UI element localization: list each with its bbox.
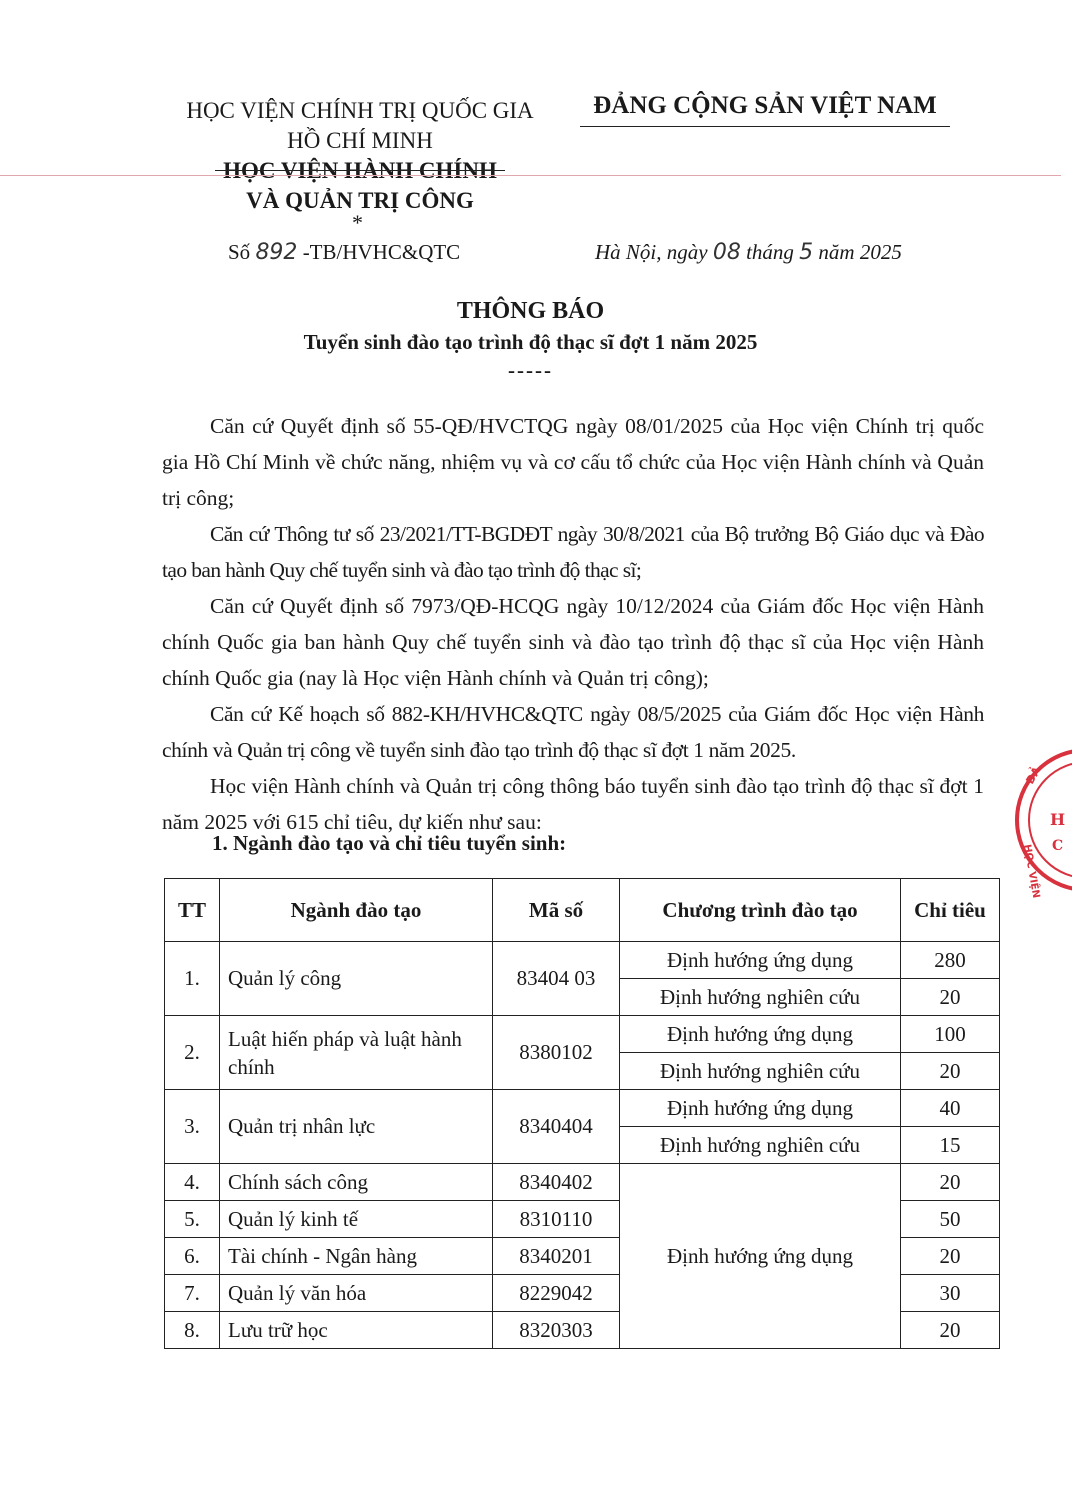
section-heading: 1. Ngành đào tạo và chỉ tiêu tuyển sinh: xyxy=(212,831,567,855)
cell-code: 8340404 xyxy=(493,1090,620,1164)
cell-major: Tài chính - Ngân hàng xyxy=(220,1238,493,1275)
document-subtitle: Tuyển sinh đào tạo trình độ thạc sĩ đợt 1 năm 2025 xyxy=(303,330,758,354)
header-major: Ngành đào tạo xyxy=(220,879,493,942)
header-code: Mã số xyxy=(493,879,620,942)
cell-quota: 280 xyxy=(901,942,1000,979)
cell-tt: 1. xyxy=(165,942,220,1016)
cell-major: Luật hiến pháp và luật hành chính xyxy=(220,1016,493,1090)
issuer-star: * xyxy=(352,210,363,235)
cell-code: 8320303 xyxy=(493,1312,620,1349)
date-text-3: năm 2025 xyxy=(818,240,902,264)
cell-program: Định hướng ứng dụng xyxy=(620,1090,901,1127)
date-text-1: Hà Nội, ngày xyxy=(595,240,708,264)
issuer-line-2: HỒ CHÍ MINH xyxy=(287,128,433,153)
issuer-line-1: HỌC VIỆN CHÍNH TRỊ QUỐC GIA xyxy=(186,98,534,123)
cell-quota: 40 xyxy=(901,1090,1000,1127)
cell-quota: 20 xyxy=(901,1238,1000,1275)
cell-tt: 7. xyxy=(165,1275,220,1312)
table-row xyxy=(165,1164,1000,1201)
cell-major: Lưu trữ học xyxy=(220,1312,493,1349)
svg-text:C: C xyxy=(1052,838,1064,854)
title-divider: ----- xyxy=(508,358,553,382)
issuer-strike-line xyxy=(215,170,505,171)
number-suffix: -TB/HVHC&QTC xyxy=(302,240,461,264)
cell-code: 8380102 xyxy=(493,1016,620,1090)
page-guide-line xyxy=(0,175,1061,176)
table-row xyxy=(165,942,1000,979)
handwritten-day: 08 xyxy=(712,240,741,265)
cell-quota: 20 xyxy=(901,1053,1000,1090)
cell-program: Định hướng nghiên cứu xyxy=(620,1127,901,1164)
cell-tt: 5. xyxy=(165,1201,220,1238)
cell-major: Quản lý công xyxy=(220,942,493,1016)
cell-major: Quản trị nhân lực xyxy=(220,1090,493,1164)
cell-tt: 6. xyxy=(165,1238,220,1275)
table-header-row xyxy=(165,879,1000,942)
svg-text:HỌC VIỆN: HỌC VIỆN xyxy=(1021,843,1042,900)
svg-text:ĐẢ: ĐẢ xyxy=(1023,764,1044,787)
date-text-2: tháng xyxy=(746,240,794,264)
cell-quota: 15 xyxy=(901,1127,1000,1164)
cell-tt: 4. xyxy=(165,1164,220,1201)
issuer-line-3: HỌC VIỆN HÀNH CHÍNH xyxy=(223,158,497,183)
document-title: THÔNG BÁO xyxy=(456,298,605,324)
cell-quota: 50 xyxy=(901,1201,1000,1238)
party-underline xyxy=(580,126,950,127)
header-tt: TT xyxy=(165,879,220,942)
party-heading: ĐẢNG CỘNG SẢN VIỆT NAM xyxy=(593,92,937,119)
admission-quota-table xyxy=(164,878,1000,1349)
svg-text:H: H xyxy=(1050,810,1066,829)
cell-tt: 3. xyxy=(165,1090,220,1164)
paragraph: Căn cứ Quyết định số 7973/QĐ-HCQG ngày 10/12/2024 của Giám đốc Học viện Hành chính Quốc gia ban hành Quy chế tuyển sinh và đào tạo trình độ thạc sĩ của Học viện Hành chính Quốc gia (nay là Học viện Hành chính và Quản trị công); xyxy=(162,594,984,690)
cell-program: Định hướng ứng dụng xyxy=(620,1164,901,1349)
cell-program: Định hướng ứng dụng xyxy=(620,942,901,979)
cell-quota: 20 xyxy=(901,1312,1000,1349)
header-program: Chương trình đào tạo xyxy=(620,879,901,942)
cell-tt: 2. xyxy=(165,1016,220,1090)
cell-code: 8229042 xyxy=(493,1275,620,1312)
cell-quota: 20 xyxy=(901,979,1000,1016)
cell-major: Chính sách công xyxy=(220,1164,493,1201)
cell-code: 8340402 xyxy=(493,1164,620,1201)
cell-code: 83404 03 xyxy=(493,942,620,1016)
cell-program: Định hướng ứng dụng xyxy=(620,1016,901,1053)
cell-major: Quản lý kinh tế xyxy=(220,1201,493,1238)
cell-program: Định hướng nghiên cứu xyxy=(620,1053,901,1090)
paragraph: Căn cứ Quyết định số 55-QĐ/HVCTQG ngày 08/01/2025 của Học viện Chính trị quốc gia Hồ Chí Minh về chức năng, nhiệm vụ và cơ cấu tổ chức của Học viện Hành chính và Quản trị công; xyxy=(162,414,984,510)
red-seal-stamp xyxy=(1012,745,1072,900)
table-row xyxy=(165,1090,1000,1127)
cell-quota: 100 xyxy=(901,1016,1000,1053)
cell-code: 8340201 xyxy=(493,1238,620,1275)
cell-code: 8310110 xyxy=(493,1201,620,1238)
handwritten-number: 892 xyxy=(255,240,298,265)
cell-program: Định hướng nghiên cứu xyxy=(620,979,901,1016)
cell-quota: 20 xyxy=(901,1164,1000,1201)
table-row xyxy=(165,1016,1000,1053)
paragraph: Căn cứ Kế hoạch số 882-KH/HVHC&QTC ngày 08/5/2025 của Giám đốc Học viện Hành chính và Quản trị công về tuyển sinh đào tạo trình độ thạc sĩ đợt 1 năm 2025. xyxy=(162,702,984,762)
header-quota: Chỉ tiêu xyxy=(901,879,1000,942)
number-prefix: Số xyxy=(228,240,251,264)
paragraph: Học viện Hành chính và Quản trị công thông báo tuyển sinh đào tạo trình độ thạc sĩ đợt 1 năm 2025 với 615 chỉ tiêu, dự kiến như sau: xyxy=(162,774,984,834)
document-date xyxy=(595,240,902,265)
cell-tt: 8. xyxy=(165,1312,220,1349)
cell-major: Quản lý văn hóa xyxy=(220,1275,493,1312)
handwritten-month: 5 xyxy=(799,240,814,265)
issuer-line-4: VÀ QUẢN TRỊ CÔNG xyxy=(246,188,474,213)
cell-quota: 30 xyxy=(901,1275,1000,1312)
document-number xyxy=(228,240,460,265)
issuer-block xyxy=(160,96,560,216)
paragraph: Căn cứ Thông tư số 23/2021/TT-BGDĐT ngày 30/8/2021 của Bộ trưởng Bộ Giáo dục và Đào tạo ban hành Quy chế tuyển sinh và đào tạo trình độ thạc sĩ; xyxy=(162,522,984,582)
body-text xyxy=(162,408,984,840)
